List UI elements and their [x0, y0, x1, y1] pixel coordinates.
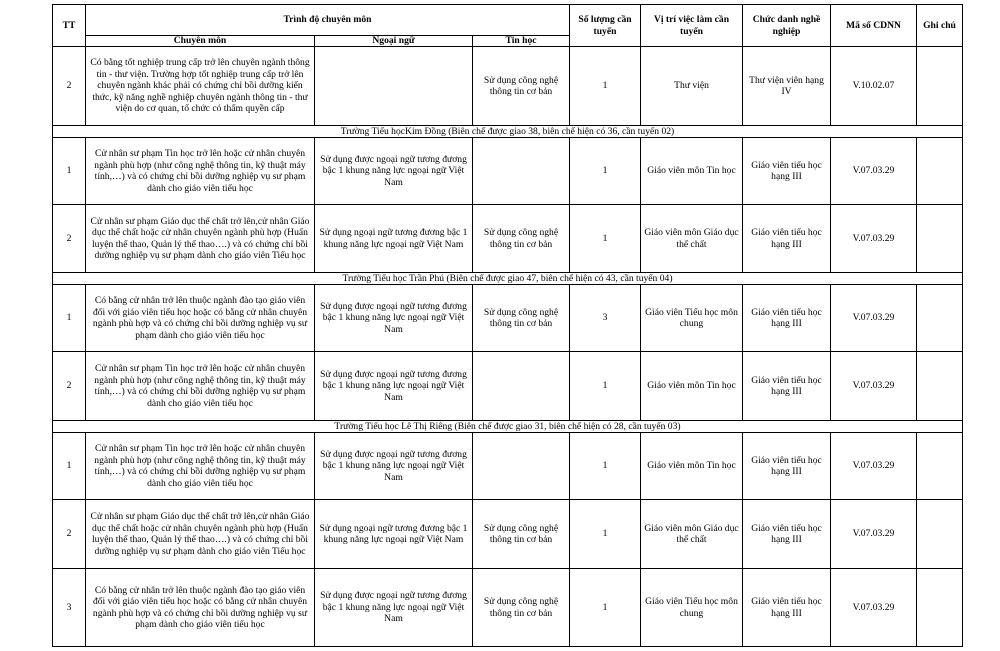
cell-vi-tri: Giáo viên môn Tin học — [641, 433, 743, 500]
table-row — [53, 205, 963, 273]
cell-tt: 2 — [53, 352, 86, 421]
cell-chuc-danh: Giáo viên tiểu học hạng III — [743, 500, 831, 569]
cell-tin-hoc: Sử dụng công nghệ thông tin cơ bản — [473, 47, 570, 126]
cell-ghi-chu — [917, 352, 963, 421]
cell-ma-so: V.07.03.29 — [831, 285, 917, 352]
section-row — [53, 421, 963, 433]
cell-ghi-chu — [917, 500, 963, 569]
cell-tt: 2 — [53, 500, 86, 569]
cell-ghi-chu — [917, 205, 963, 273]
cell-tin-hoc: Sử dụng công nghệ thông tin cơ bản — [473, 285, 570, 352]
cell-ngoai-ngu: Sử dụng được ngoại ngữ tương đương bậc 1 khung năng lực ngoại ngữ Việt Nam — [315, 138, 473, 205]
cell-tin-hoc: Sử dụng công nghệ thông tin cơ bản — [473, 569, 570, 647]
header-tin-hoc: Tin học — [473, 36, 570, 47]
cell-chuc-danh: Thư viện viên hạng IV — [743, 47, 831, 126]
cell-vi-tri: Thư viện — [641, 47, 743, 126]
cell-chuc-danh: Giáo viên tiểu học hạng III — [743, 285, 831, 352]
cell-ngoai-ngu: Sử dụng được ngoại ngữ tương đương bậc 1 khung năng lực ngoại ngữ Việt Nam — [315, 569, 473, 647]
cell-ngoai-ngu: Sử dụng được ngoại ngữ tương đương bậc 1 khung năng lực ngoại ngữ Việt Nam — [315, 285, 473, 352]
cell-vi-tri: Giáo viên môn Tin học — [641, 352, 743, 421]
table-row — [53, 569, 963, 647]
cell-chuyen-mon: Có bằng cử nhân trở lên thuộc ngành đào tạo giáo viên đối với giáo viên tiểu học hoặc có bằng cử nhân chuyên ngành phù hợp và có chứng chỉ bồi dưỡng nghiệp vụ sư phạm dành cho giáo viên tiểu học — [86, 285, 315, 352]
cell-tt: 1 — [53, 433, 86, 500]
cell-tt: 2 — [53, 47, 86, 126]
cell-tt: 1 — [53, 285, 86, 352]
cell-tt: 3 — [53, 569, 86, 647]
cell-tt: 2 — [53, 205, 86, 273]
cell-chuyen-mon: Cử nhân sư phạm Giáo dục thể chất trở lên,cử nhân Giáo dục thể chất hoặc cử nhân chuyên ngành phù hợp (Huấn luyện thể thao, Quản lý thể thao….) và có chứng chỉ bồi dưỡng nghiệp vụ sư phạm dành cho giáo viên Tiểu học — [86, 500, 315, 569]
cell-chuc-danh: Giáo viên tiểu học hạng III — [743, 352, 831, 421]
header-ma-so: Mã số CDNN — [831, 5, 917, 47]
section-row — [53, 126, 963, 138]
cell-ngoai-ngu: Sử dụng được ngoại ngữ tương đương bậc 1 khung năng lực ngoại ngữ Việt Nam — [315, 433, 473, 500]
cell-so-luong: 3 — [570, 285, 641, 352]
cell-chuc-danh: Giáo viên tiểu học hạng III — [743, 138, 831, 205]
header-chuyen-mon: Chuyên môn — [86, 36, 315, 47]
table-row — [53, 433, 963, 500]
table-row — [53, 285, 963, 352]
cell-ma-so: V.07.03.29 — [831, 500, 917, 569]
cell-ghi-chu — [917, 138, 963, 205]
header-trinh-do: Trình độ chuyên môn — [86, 5, 570, 36]
cell-chuyen-mon: Có bằng tốt nghiệp trung cấp trở lên chuyên ngành thông tin - thư viện. Trường hợp tốt nghiệp trung cấp trở lên chuyên ngành khác phải có chứng chỉ bồi dưỡng kiến thức, kỹ năng nghề nghiệp chuyên ngành thông tin - thư viện do cơ quan, tổ chức có thẩm quyền cấp — [86, 47, 315, 126]
cell-ma-so: V.07.03.29 — [831, 433, 917, 500]
cell-vi-tri: Giáo viên môn Giáo dục thể chất — [641, 500, 743, 569]
section-row — [53, 273, 963, 285]
cell-ghi-chu — [917, 47, 963, 126]
cell-ma-so: V.07.03.29 — [831, 205, 917, 273]
cell-tin-hoc: Sử dụng công nghệ thông tin cơ bản — [473, 205, 570, 273]
cell-ma-so: V.07.03.29 — [831, 138, 917, 205]
header-vi-tri: Vị trí việc làm cần tuyển — [641, 5, 743, 47]
section-title: Trường Tiểu họcKim Đồng (Biên chế được giao 38, biên chế hiện có 36, cần tuyển 02) — [53, 126, 963, 138]
header-so-luong: Số lượng cần tuyển — [570, 5, 641, 47]
cell-vi-tri: Giáo viên môn Giáo dục thể chất — [641, 205, 743, 273]
cell-tt: 1 — [53, 138, 86, 205]
cell-ma-so: V.07.03.29 — [831, 569, 917, 647]
table-row — [53, 138, 963, 205]
table-row — [53, 352, 963, 421]
cell-chuyen-mon: Cử nhân sư phạm Tin học trở lên hoặc cử nhân chuyên ngành phù hợp (như công nghệ thông tin, kỹ thuật máy tính,…) và có chứng chỉ bồi dưỡng nghiệp vụ sư phạm dành cho giáo viên tiểu học — [86, 352, 315, 421]
cell-tin-hoc — [473, 433, 570, 500]
cell-so-luong: 1 — [570, 352, 641, 421]
cell-tin-hoc — [473, 352, 570, 421]
cell-chuyen-mon: Cử nhân sư phạm Giáo dục thể chất trở lên,cử nhân Giáo dục thể chất hoặc cử nhân chuyên ngành phù hợp (Huấn luyện thể thao, Quản lý thể thao….) và có chứng chỉ bồi dưỡng nghiệp vụ sư phạm dành cho giáo viên Tiểu học — [86, 205, 315, 273]
cell-chuc-danh: Giáo viên tiểu học hạng III — [743, 205, 831, 273]
recruitment-table — [52, 4, 963, 647]
cell-ghi-chu — [917, 569, 963, 647]
cell-ngoai-ngu: Sử dụng ngoại ngữ tương đương bậc 1 khung năng lực ngoại ngữ Việt Nam — [315, 205, 473, 273]
cell-tin-hoc: Sử dụng công nghệ thông tin cơ bản — [473, 500, 570, 569]
table-row — [53, 500, 963, 569]
cell-so-luong: 1 — [570, 500, 641, 569]
cell-chuyen-mon: Cử nhân sư phạm Tin học trở lên hoặc cử nhân chuyên ngành phù hợp (như công nghệ thông tin, kỹ thuật máy tính,…) và có chứng chỉ bồi dưỡng nghiệp vụ sư phạm dành cho giáo viên tiểu học — [86, 138, 315, 205]
cell-tin-hoc — [473, 138, 570, 205]
cell-chuc-danh: Giáo viên tiểu học hạng III — [743, 569, 831, 647]
cell-vi-tri: Giáo viên môn Tin học — [641, 138, 743, 205]
cell-chuyen-mon: Cử nhân sư phạm Tin học trở lên hoặc cử nhân chuyên ngành phù hợp (như công nghệ thông tin, kỹ thuật máy tính,…) và có chứng chỉ bồi dưỡng nghiệp vụ sư phạm dành cho giáo viên tiểu học — [86, 433, 315, 500]
cell-so-luong: 1 — [570, 569, 641, 647]
cell-so-luong: 1 — [570, 433, 641, 500]
header-ghi-chu: Ghi chú — [917, 5, 963, 47]
cell-ngoai-ngu — [315, 47, 473, 126]
cell-chuc-danh: Giáo viên tiểu học hạng III — [743, 433, 831, 500]
cell-ngoai-ngu: Sử dụng được ngoại ngữ tương đương bậc 1 khung năng lực ngoại ngữ Việt Nam — [315, 352, 473, 421]
section-title: Trường Tiểu học Trần Phú (Biên chế được giao 47, biên chế hiện có 43, cần tuyển 04) — [53, 273, 963, 285]
header-tt: TT — [53, 5, 86, 47]
section-title: Trường Tiểu học Lê Thị Riêng (Biên chế được giao 31, biên chế hiện có 28, cần tuyển 03) — [53, 421, 963, 433]
cell-vi-tri: Giáo viên Tiểu học môn chung — [641, 569, 743, 647]
cell-ngoai-ngu: Sử dụng ngoại ngữ tương đương bậc 1 khung năng lực ngoại ngữ Việt Nam — [315, 500, 473, 569]
cell-ma-so: V.10.02.07 — [831, 47, 917, 126]
cell-ma-so: V.07.03.29 — [831, 352, 917, 421]
cell-vi-tri: Giáo viên Tiểu học môn chung — [641, 285, 743, 352]
cell-so-luong: 1 — [570, 138, 641, 205]
header-ngoai-ngu: Ngoại ngữ — [315, 36, 473, 47]
table-row — [53, 47, 963, 126]
header-chuc-danh: Chức danh nghề nghiệp — [743, 5, 831, 47]
cell-ghi-chu — [917, 433, 963, 500]
cell-so-luong: 1 — [570, 205, 641, 273]
cell-ghi-chu — [917, 285, 963, 352]
cell-chuyen-mon: Có bằng cử nhân trở lên thuộc ngành đào tạo giáo viên đối với giáo viên tiểu học hoặc có bằng cử nhân chuyên ngành phù hợp và có chứng chỉ bồi dưỡng nghiệp vụ sư phạm dành cho giáo viên tiểu học — [86, 569, 315, 647]
cell-so-luong: 1 — [570, 47, 641, 126]
